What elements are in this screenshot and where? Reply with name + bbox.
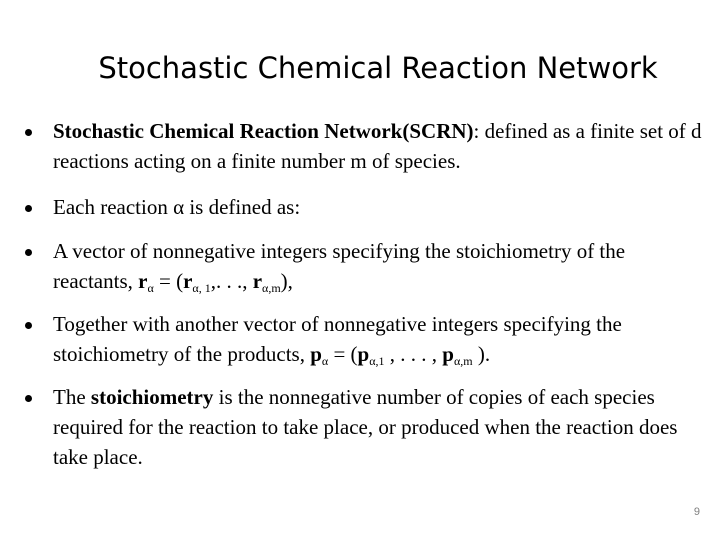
reactant-vector-symbol: r [138,269,148,293]
bullet-dot-icon [25,322,32,329]
term-scrn: Stochastic Chemical Reaction Network(SCRN) [53,119,474,143]
reactant-component: r [183,269,193,293]
page-number: 9 [693,506,700,518]
reactant-component: r [252,269,263,293]
bullet-dot-icon [25,249,32,256]
bullet-text: A vector of nonnegative integers specifying the stoichiometry of the reactants, rα = (rα, 1,. . ., rα,m), [53,239,626,295]
slide-title: Stochastic Chemical Reaction Network [98,51,658,85]
subscript: α [147,281,154,295]
bullet-text: Each reaction α is defined as: [53,195,301,219]
product-vector-symbol: p [310,342,322,366]
subscript: α [321,354,329,368]
bullet-dot-icon [25,205,32,212]
bullet-text: Together with another vector of nonnegative integers specifying the stoichiometry of the products, pα = (pα,1 , . . . , pα,m ). [53,312,622,368]
definition-text: : defined as a finite set of d reactions acting on a finite number m of species. [53,119,702,173]
subscript: α,1 [369,354,385,368]
bullet-text [53,116,705,176]
bullet-dot-icon [25,395,32,402]
subscript: α, 1 [192,281,211,295]
bullet-text: The stoichiometry is the nonnegative number of copies of each species required for the reaction to take place, or produced when the reaction does take place. [53,385,678,469]
subscript: α,m [262,281,281,295]
subscript: α,m [453,354,473,368]
bullet-dot-icon [25,129,32,136]
product-component: p [357,342,370,366]
term-stoichiometry: stoichiometry [90,385,214,409]
product-component: p [442,342,454,366]
